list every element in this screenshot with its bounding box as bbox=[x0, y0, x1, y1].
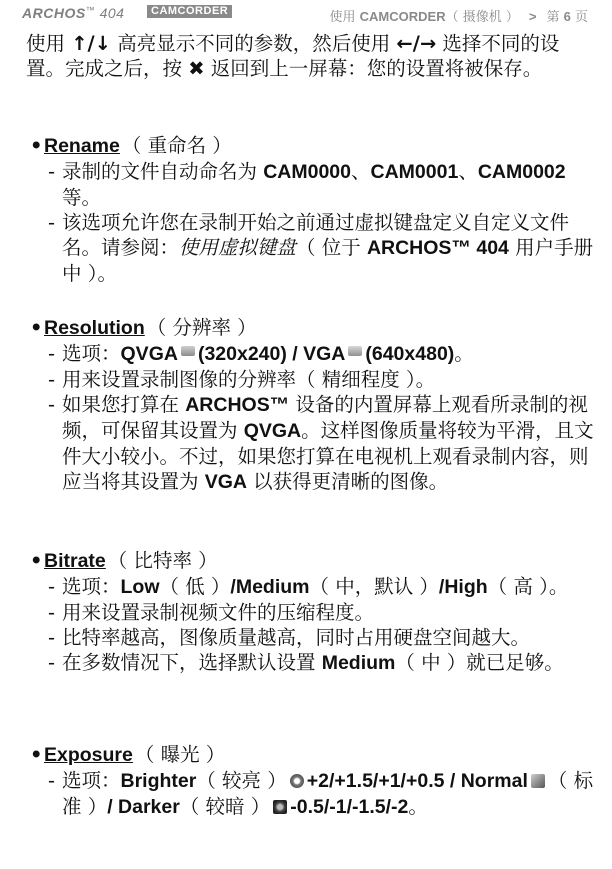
rename-term: Rename bbox=[44, 135, 120, 157]
resolution-term: Resolution bbox=[44, 317, 145, 339]
list-item bbox=[30, 650, 595, 676]
filename: CAM0001 bbox=[370, 161, 459, 183]
list-item bbox=[30, 341, 595, 367]
text: 选项： bbox=[62, 342, 121, 365]
text: 选项： bbox=[62, 769, 121, 792]
text: 录制的文件自动命名为 bbox=[62, 160, 264, 183]
text: 。这样图像质量将较为平滑，且文件大小较小。不过，如果您打算在电视机上观看录制内容，则应当将其设置为 bbox=[62, 419, 594, 493]
resolution-section bbox=[30, 315, 595, 495]
bitrate-list bbox=[30, 574, 595, 676]
text: （ 较亮 ） bbox=[196, 769, 287, 792]
text: 用户手册中 ）。 bbox=[62, 236, 594, 285]
crumb-cn: （ 摄像机 ） bbox=[445, 10, 519, 25]
left-right-arrow-icon: ←/→ bbox=[396, 32, 437, 55]
intro-paragraph bbox=[26, 31, 596, 81]
page-prefix: 第 bbox=[546, 10, 560, 25]
text: 、 bbox=[351, 160, 371, 183]
text: （ 中，默认 ） bbox=[309, 575, 439, 598]
rename-heading bbox=[30, 133, 595, 159]
list-item bbox=[30, 600, 595, 625]
crumb-separator: > bbox=[528, 9, 537, 24]
brand-logo bbox=[22, 5, 124, 21]
intro-text-1: 使用 bbox=[26, 32, 72, 55]
crumb-app: CAMCORDER bbox=[359, 9, 446, 24]
product-name: ARCHOS™ 404 bbox=[366, 237, 509, 259]
bullet-icon: • bbox=[30, 549, 43, 572]
text: 比特率越高，图像质量越高，同时占用硬盘空间越大。 bbox=[62, 626, 531, 649]
bitrate-heading bbox=[30, 548, 595, 574]
exposure-cn: （ 曝光 ） bbox=[134, 743, 226, 766]
rename-section bbox=[30, 133, 595, 286]
bullet-icon: • bbox=[30, 316, 43, 339]
trademark: ™ bbox=[85, 5, 96, 15]
text: （ 位于 bbox=[296, 236, 367, 259]
bitrate-cn: （ 比特率 ） bbox=[107, 549, 218, 572]
option: -0.5/-1/-1.5/-2 bbox=[290, 796, 409, 818]
bitrate-section bbox=[30, 548, 595, 676]
intro-text-3: 选择不同的设置。完成之后，按 bbox=[26, 32, 560, 80]
list-item bbox=[30, 392, 595, 495]
page-number: 6 bbox=[563, 9, 571, 24]
rename-cn: （ 重命名 ） bbox=[121, 134, 232, 157]
exposure-term: Exposure bbox=[44, 744, 133, 766]
list-item bbox=[30, 367, 595, 392]
bullet-icon: • bbox=[30, 134, 43, 157]
crumb-prefix: 使用 bbox=[329, 10, 356, 25]
brighter-icon bbox=[290, 774, 304, 788]
exposure-heading bbox=[30, 742, 595, 768]
normal-icon bbox=[531, 774, 545, 788]
text: 选项： bbox=[62, 575, 121, 598]
filename: CAM0000 bbox=[263, 161, 351, 183]
exposure-list bbox=[30, 768, 595, 820]
text: （ 低 ） bbox=[159, 575, 231, 598]
resolution-heading bbox=[30, 315, 595, 341]
resolution-cn: （ 分辨率 ） bbox=[146, 316, 257, 339]
breadcrumb bbox=[329, 6, 588, 25]
bitrate-term: Bitrate bbox=[44, 550, 106, 572]
text: （ 高 ）。 bbox=[487, 575, 569, 598]
text: 等。 bbox=[62, 186, 102, 209]
option: /Medium bbox=[230, 576, 310, 598]
option: Medium bbox=[321, 652, 396, 674]
option: /High bbox=[438, 576, 488, 598]
darker-icon bbox=[273, 800, 287, 814]
option: (320x240) / VGA bbox=[197, 343, 346, 365]
text: 以获得更清晰的图像。 bbox=[246, 470, 449, 493]
page-suffix: 页 bbox=[574, 10, 588, 25]
up-down-arrow-icon: ↑/↓ bbox=[71, 32, 112, 55]
list-item bbox=[30, 625, 595, 650]
reference-link: 使用虚拟键盘 bbox=[179, 236, 297, 259]
list-item bbox=[30, 768, 595, 820]
list-item bbox=[30, 159, 595, 210]
option: QVGA bbox=[243, 420, 302, 442]
option: (640x480) bbox=[365, 343, 455, 365]
text: 设备的内置屏幕上观看所录制的视频，可保留其设置为 bbox=[62, 393, 588, 442]
text: 如果您打算在 bbox=[62, 393, 186, 416]
product-name: ARCHOS™ bbox=[185, 394, 290, 416]
x-key-icon: ✖ bbox=[188, 57, 205, 80]
list-item bbox=[30, 574, 595, 600]
page-header bbox=[0, 0, 612, 25]
text: 在多数情况下，选择默认设置 bbox=[62, 651, 322, 674]
option: Low bbox=[120, 576, 160, 598]
option: / Darker bbox=[107, 796, 180, 818]
option: Brighter bbox=[120, 770, 197, 792]
text: （ 中 ）就已足够。 bbox=[395, 651, 564, 674]
filename: CAM0002 bbox=[477, 161, 566, 183]
text: 用来设置录制图像的分辨率（ 精细程度 ）。 bbox=[62, 368, 436, 391]
text: 。 bbox=[408, 795, 428, 818]
intro-text-2: 高亮显示不同的参数，然后使用 bbox=[111, 32, 397, 55]
text: 该选项允许您在录制开始之前通过虚拟键盘定义自定义文件名。请参阅： bbox=[62, 211, 570, 259]
option: QVGA bbox=[120, 343, 178, 365]
rename-list bbox=[30, 159, 595, 286]
section-badge: CAMCORDER bbox=[147, 5, 232, 18]
resolution-list bbox=[30, 341, 595, 495]
bullet-icon: • bbox=[30, 743, 43, 766]
list-item bbox=[30, 210, 595, 286]
text: 。 bbox=[454, 342, 474, 365]
text: 、 bbox=[458, 160, 478, 183]
qvga-icon bbox=[181, 346, 195, 356]
text: （ 标准 ） bbox=[62, 769, 594, 818]
option: +2/+1.5/+1/+0.5 / Normal bbox=[306, 770, 528, 792]
vga-icon bbox=[348, 346, 362, 356]
brand-name: ARCHOS bbox=[22, 5, 86, 21]
text: （ 较暗 ） bbox=[179, 795, 271, 818]
intro-text-4: 返回到上一屏幕：您的设置将被保存。 bbox=[204, 57, 543, 80]
text: 用来设置录制视频文件的压缩程度。 bbox=[62, 601, 375, 624]
option: VGA bbox=[204, 471, 247, 493]
exposure-section bbox=[30, 742, 595, 820]
model-number: 404 bbox=[99, 5, 125, 21]
